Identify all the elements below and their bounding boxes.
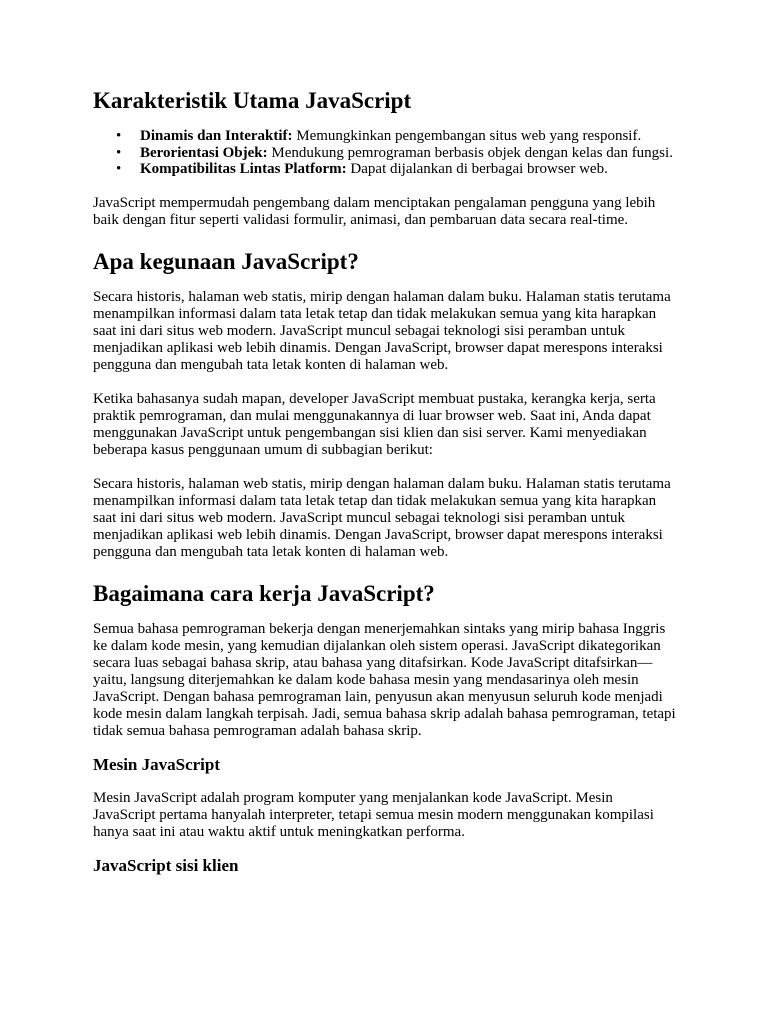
list-item (116, 161, 676, 178)
paragraph: Secara historis, halaman web statis, mirip dengan halaman dalam buku. Halaman statis terutama menampilkan informasi dalam tata letak tetap dan tidak melakukan semua yang kita harapkan saat ini dari situs web modern. JavaScript muncul sebagai teknologi sisi peramban untuk menjadikan aplikasi web lebih dinamis. Dengan JavaScript, browser dapat merespons interaksi pengguna dan mengubah tata letak konten di halaman web. (93, 288, 671, 373)
summary-paragraph: JavaScript mempermudah pengembang dalam menciptakan pengalaman pengguna yang lebih baik dengan fitur seperti validasi formulir, animasi, dan pembaruan data secara real-time. (93, 194, 656, 228)
list-item-text: Mendukung pemrograman berbasis objek dengan kelas dan fungsi. (267, 144, 673, 161)
bullet-icon: • (116, 128, 122, 144)
list-item-term: Kompatibilitas Lintas Platform: (140, 161, 347, 177)
paragraph: Ketika bahasanya sudah mapan, developer JavaScript membuat pustaka, kerangka kerja, serta praktik pemrograman, dan mulai menggunakannya di luar browser web. Saat ini, Anda dapat menggunakan JavaScript untuk pengembangan sisi klien dan sisi server. Kami menyediakan beberapa kasus penggunaan umum di subbagian berikut: (93, 390, 656, 458)
paragraph: Semua bahasa pemrograman bekerja dengan menerjemahkan sintaks yang mirip bahasa Inggris ke dalam kode mesin, yang kemudian dijalankan oleh sistem operasi. JavaScript dikategorikan secara luas sebagai bahasa skrip, atau bahasa yang ditafsirkan. Kode JavaScript ditafsirkan—yaitu, langsung diterjemahkan ke dalam kode bahasa mesin yang mendasarinya oleh mesin JavaScript. Dengan bahasa pemrograman lain, penyusun akan menyusun seluruh kode menjadi kode mesin dalam langkah terpisah. Jadi, semua bahasa skrip adalah bahasa pemrograman, tetapi tidak semua bahasa pemrograman adalah bahasa skrip. (93, 620, 676, 739)
heading-karakteristik: Karakteristik Utama JavaScript (93, 88, 412, 113)
feature-list (93, 128, 676, 178)
paragraph: Mesin JavaScript adalah program komputer yang menjalankan kode JavaScript. Mesin JavaScript pertama hanyalah interpreter, tetapi semua mesin modern menggunakan kompilasi hanya saat ini atau waktu aktif untuk meningkatkan performa. (93, 789, 654, 840)
list-item (116, 144, 676, 162)
paragraph: Secara historis, halaman web statis, mirip dengan halaman dalam buku. Halaman statis terutama menampilkan informasi dalam tata letak tetap dan tidak melakukan semua yang kita harapkan saat ini dari situs web modern. JavaScript muncul sebagai teknologi sisi peramban untuk menjadikan aplikasi web lebih dinamis. Dengan JavaScript, browser dapat merespons interaksi pengguna dan mengubah tata letak konten di halaman web. (93, 475, 671, 560)
list-item-text: Memungkinkan pengembangan situs web yang responsif. (292, 128, 642, 144)
heading-kegunaan: Apa kegunaan JavaScript? (93, 248, 359, 274)
list-item-text: Dapat dijalankan di berbagai browser web. (346, 161, 608, 177)
heading-sisi-klien: JavaScript sisi klien (93, 855, 239, 875)
list-item (116, 128, 676, 145)
list-item-term: Berorientasi Objek: (140, 144, 268, 161)
heading-cara-kerja: Bagaimana cara kerja JavaScript? (93, 580, 435, 606)
heading-mesin: Mesin JavaScript (93, 754, 221, 774)
list-item-term: Dinamis dan Interaktif: (140, 128, 293, 144)
bullet-icon: • (116, 144, 122, 161)
bullet-icon: • (116, 161, 122, 177)
